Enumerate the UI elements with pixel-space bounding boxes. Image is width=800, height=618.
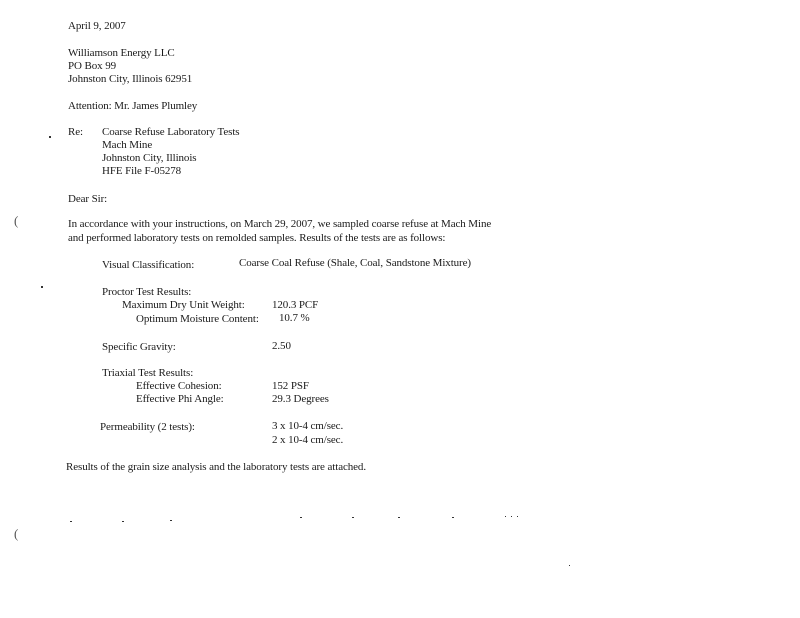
letter-date: April 9, 2007 xyxy=(68,20,126,32)
body-line-2: and performed laboratory tests on remolded samples. Results of the tests are as follows: xyxy=(68,232,446,244)
permeability-value-1: 3 x 10-4 cm/sec. xyxy=(272,420,344,432)
re-label: Re: xyxy=(68,126,83,138)
optimum-moisture-value: 10.7 % xyxy=(279,312,310,324)
effective-phi-value: 29.3 Degrees xyxy=(272,393,329,405)
scan-speck xyxy=(569,565,570,566)
proctor-heading: Proctor Test Results: xyxy=(102,286,192,298)
scan-speck xyxy=(170,520,172,521)
effective-cohesion-value: 152 PSF xyxy=(272,380,309,392)
scan-speck xyxy=(505,516,506,517)
re-line-location: Johnston City, Illinois xyxy=(102,152,197,164)
permeability-value-2: 2 x 10-4 cm/sec. xyxy=(272,434,344,446)
triaxial-heading: Triaxial Test Results: xyxy=(102,367,194,379)
effective-phi-label: Effective Phi Angle: xyxy=(136,393,224,405)
scan-speck xyxy=(517,516,518,517)
max-dry-unit-weight-value: 120.3 PCF xyxy=(272,299,319,311)
effective-cohesion-label: Effective Cohesion: xyxy=(136,380,222,392)
punch-hole-mark: ( xyxy=(14,213,19,228)
attention-line: Attention: Mr. James Plumley xyxy=(68,100,198,112)
scan-speck xyxy=(398,517,400,518)
address-line-city: Johnston City, Illinois 62951 xyxy=(68,73,193,85)
specific-gravity-label: Specific Gravity: xyxy=(102,341,176,353)
address-line-pobox: PO Box 99 xyxy=(68,60,116,72)
scan-speck xyxy=(122,521,124,522)
re-line-subject: Coarse Refuse Laboratory Tests xyxy=(102,126,240,138)
scan-speck xyxy=(41,286,43,288)
scan-speck xyxy=(352,517,354,518)
scan-speck xyxy=(511,516,512,517)
max-dry-unit-weight-label: Maximum Dry Unit Weight: xyxy=(122,299,245,311)
closing-line: Results of the grain size analysis and the laboratory tests are attached. xyxy=(66,461,366,473)
re-line-mine: Mach Mine xyxy=(102,139,153,151)
scan-speck xyxy=(452,517,454,518)
permeability-label: Permeability (2 tests): xyxy=(100,421,195,433)
optimum-moisture-label: Optimum Moisture Content: xyxy=(136,313,259,325)
body-line-1: In accordance with your instructions, on March 29, 2007, we sampled coarse refuse at Mach Mine xyxy=(68,218,492,230)
specific-gravity-value: 2.50 xyxy=(272,340,291,352)
scan-speck xyxy=(49,136,51,138)
address-line-company: Williamson Energy LLC xyxy=(68,47,175,59)
scan-speck xyxy=(300,517,302,518)
scan-speck xyxy=(70,521,72,522)
visual-classification-value: Coarse Coal Refuse (Shale, Coal, Sandstone Mixture) xyxy=(239,257,471,269)
salutation: Dear Sir: xyxy=(68,193,108,205)
punch-hole-mark: ( xyxy=(14,526,19,541)
visual-classification-label: Visual Classification: xyxy=(102,259,195,271)
re-line-file: HFE File F-05278 xyxy=(102,165,182,177)
